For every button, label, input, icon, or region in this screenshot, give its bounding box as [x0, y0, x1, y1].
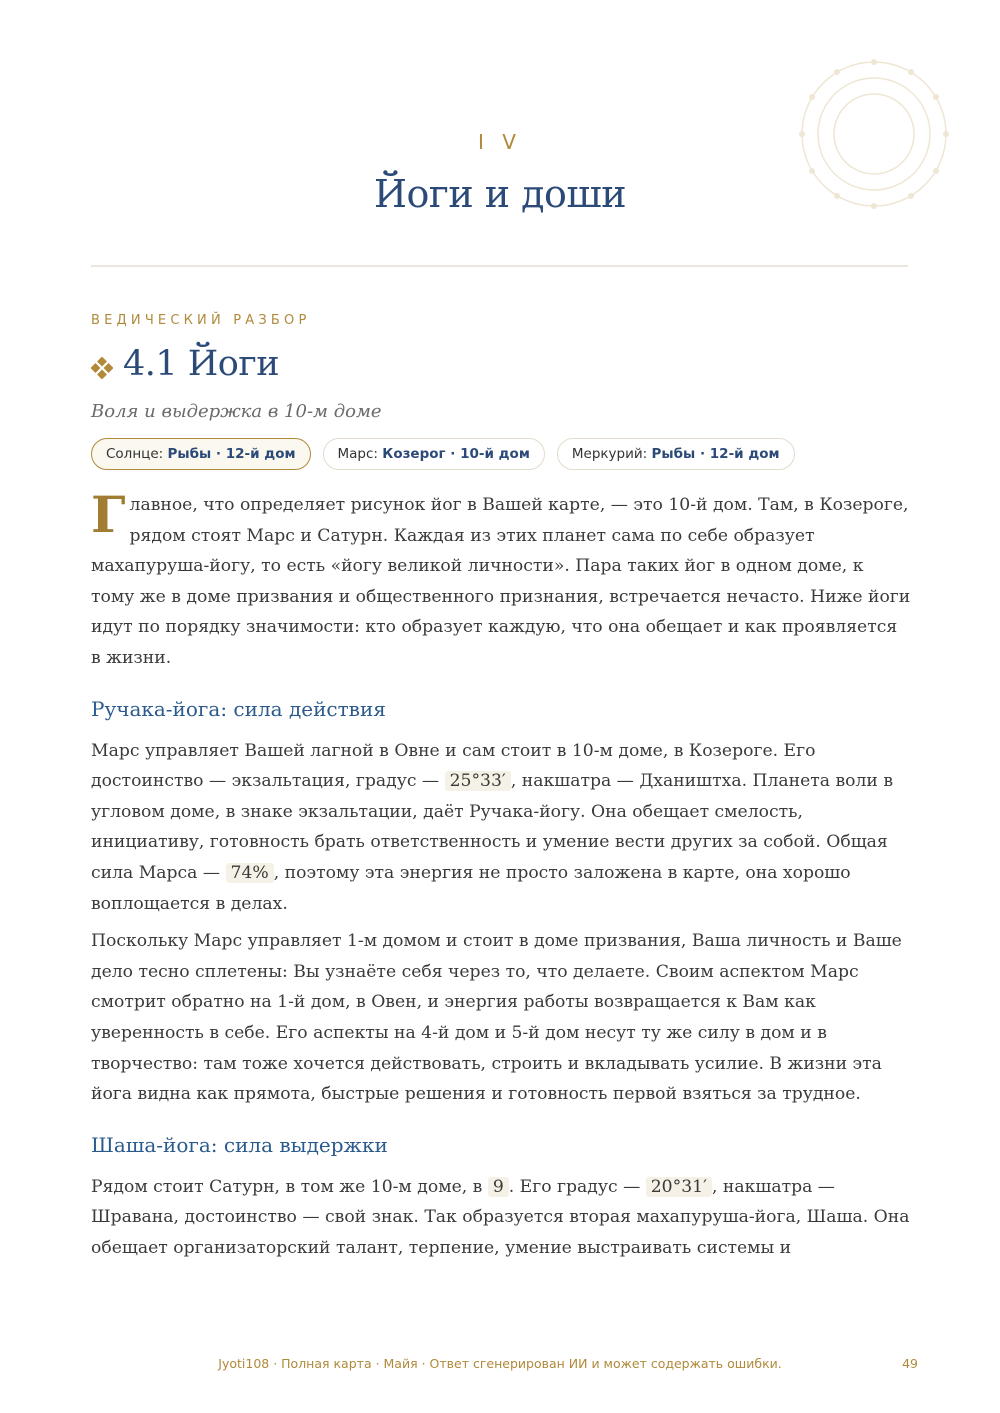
divider [91, 265, 908, 267]
main-content [91, 485, 911, 1270]
footer-text: Jyoti108 · Полная карта · Майя · Ответ сгенерирован ИИ и может содержать ошибки. [218, 1356, 782, 1371]
shasha-heading: Шаша-йога: сила выдержки [91, 1132, 388, 1157]
text-run: , накшатра — Дхаништха. Планета воли в угловом доме, в знаке экзальтации, даёт Ручака-йогу. Она обещает смелость, инициативу, готовность брать ответственность и умение вести других за собой. Общая сила Марса — [91, 771, 894, 883]
chip-value: Козерог · 10-й дом [382, 446, 530, 462]
chip-value: Рыбы · 12-й дом [167, 446, 296, 462]
text-run: Марс управляет Вашей лагной в Овне и сам стоит в 10-м доме, в Козероге. Его достоинство — экзальтация, градус — [91, 740, 816, 792]
ruchaka-paragraph-2: Поскольку Марс управляет 1-м домом и стоит в доме призвания, Ваша личность и Ваше дело тесно сплетены: Вы узнаёте себя через то, что делаете. Своим аспектом Марс смотрит обратно на 1-й дом, в Овен, и энергия работы возвращается к Вам как уверенность в себе. Его аспекты на 4-й дом и 5-й дом несут ту же силу в дом и в творчество: там тоже хочется действовать, строить и вкладывать усилие. В жизни эта йога видна как прямота, быстрые решения и готовность первой взяться за трудное. [91, 931, 902, 1105]
text-run: , поэтому эта энергия не просто заложена в карте, она хорошо воплощается в делах. [91, 862, 851, 914]
chip-mercury[interactable] [557, 438, 795, 470]
ruchaka-paragraph-1 [91, 736, 911, 920]
ruchaka-heading: Ручака-йога: сила действия [91, 696, 386, 721]
chip-label: Марс: [337, 446, 378, 462]
text-run: Рядом стоит Сатурн, в том же 10-м доме, в [91, 1176, 488, 1197]
chip-label: Меркурий: [571, 446, 648, 462]
text-run: . Его градус — [508, 1176, 646, 1197]
strength-highlight: 74% [226, 863, 274, 883]
intro-paragraph [91, 485, 911, 674]
text-run: , накшатра — Шравана, достоинство — свой знак. Так образуется вторая махапуруша-йога, Шаша. Она обещает организаторский талант, терпение, умение выстраивать системы и [91, 1176, 910, 1258]
chip-label: Солнце: [106, 446, 164, 462]
section-subtitle: Воля и выдержка в 10-м доме [91, 401, 382, 422]
intro-text: лавное, что определяет рисунок йог в Вашей карте, — это 10-й дом. Там, в Козероге, рядом стоят Марс и Сатурн. Каждая из этих планет сама по себе образует махапуруша-йогу, то есть «йогу великой личности». Пара таких йог в одном доме, к тому же в доме призвания и общественного признания, встречается нечасто. Ниже йоги идут по порядку значимости: кто образует каждую, что она обещает и как проявляется в жизни. [91, 495, 911, 668]
chip-mars[interactable] [323, 438, 545, 470]
degree-highlight: 20°31′ [646, 1177, 712, 1197]
degree-highlight: 25°33′ [445, 771, 511, 791]
section-kicker: ВЕДИЧЕСКИЙ РАЗБОР [91, 313, 311, 328]
drop-cap: Г [91, 485, 126, 544]
shasha-paragraph-1 [91, 1172, 911, 1264]
planet-chips [91, 438, 807, 470]
chip-sun[interactable] [91, 438, 311, 470]
sign-highlight: 9 [488, 1177, 509, 1197]
section-header [91, 344, 279, 384]
chapter-number: I V [478, 130, 522, 154]
chip-value: Рыбы · 12-й дом [651, 446, 780, 462]
section-title: 4.1 Йоги [123, 344, 280, 384]
diamond-ornament-icon [91, 357, 113, 379]
chapter-title: Йоги и доши [373, 172, 627, 216]
page-number: 49 [902, 1356, 918, 1371]
